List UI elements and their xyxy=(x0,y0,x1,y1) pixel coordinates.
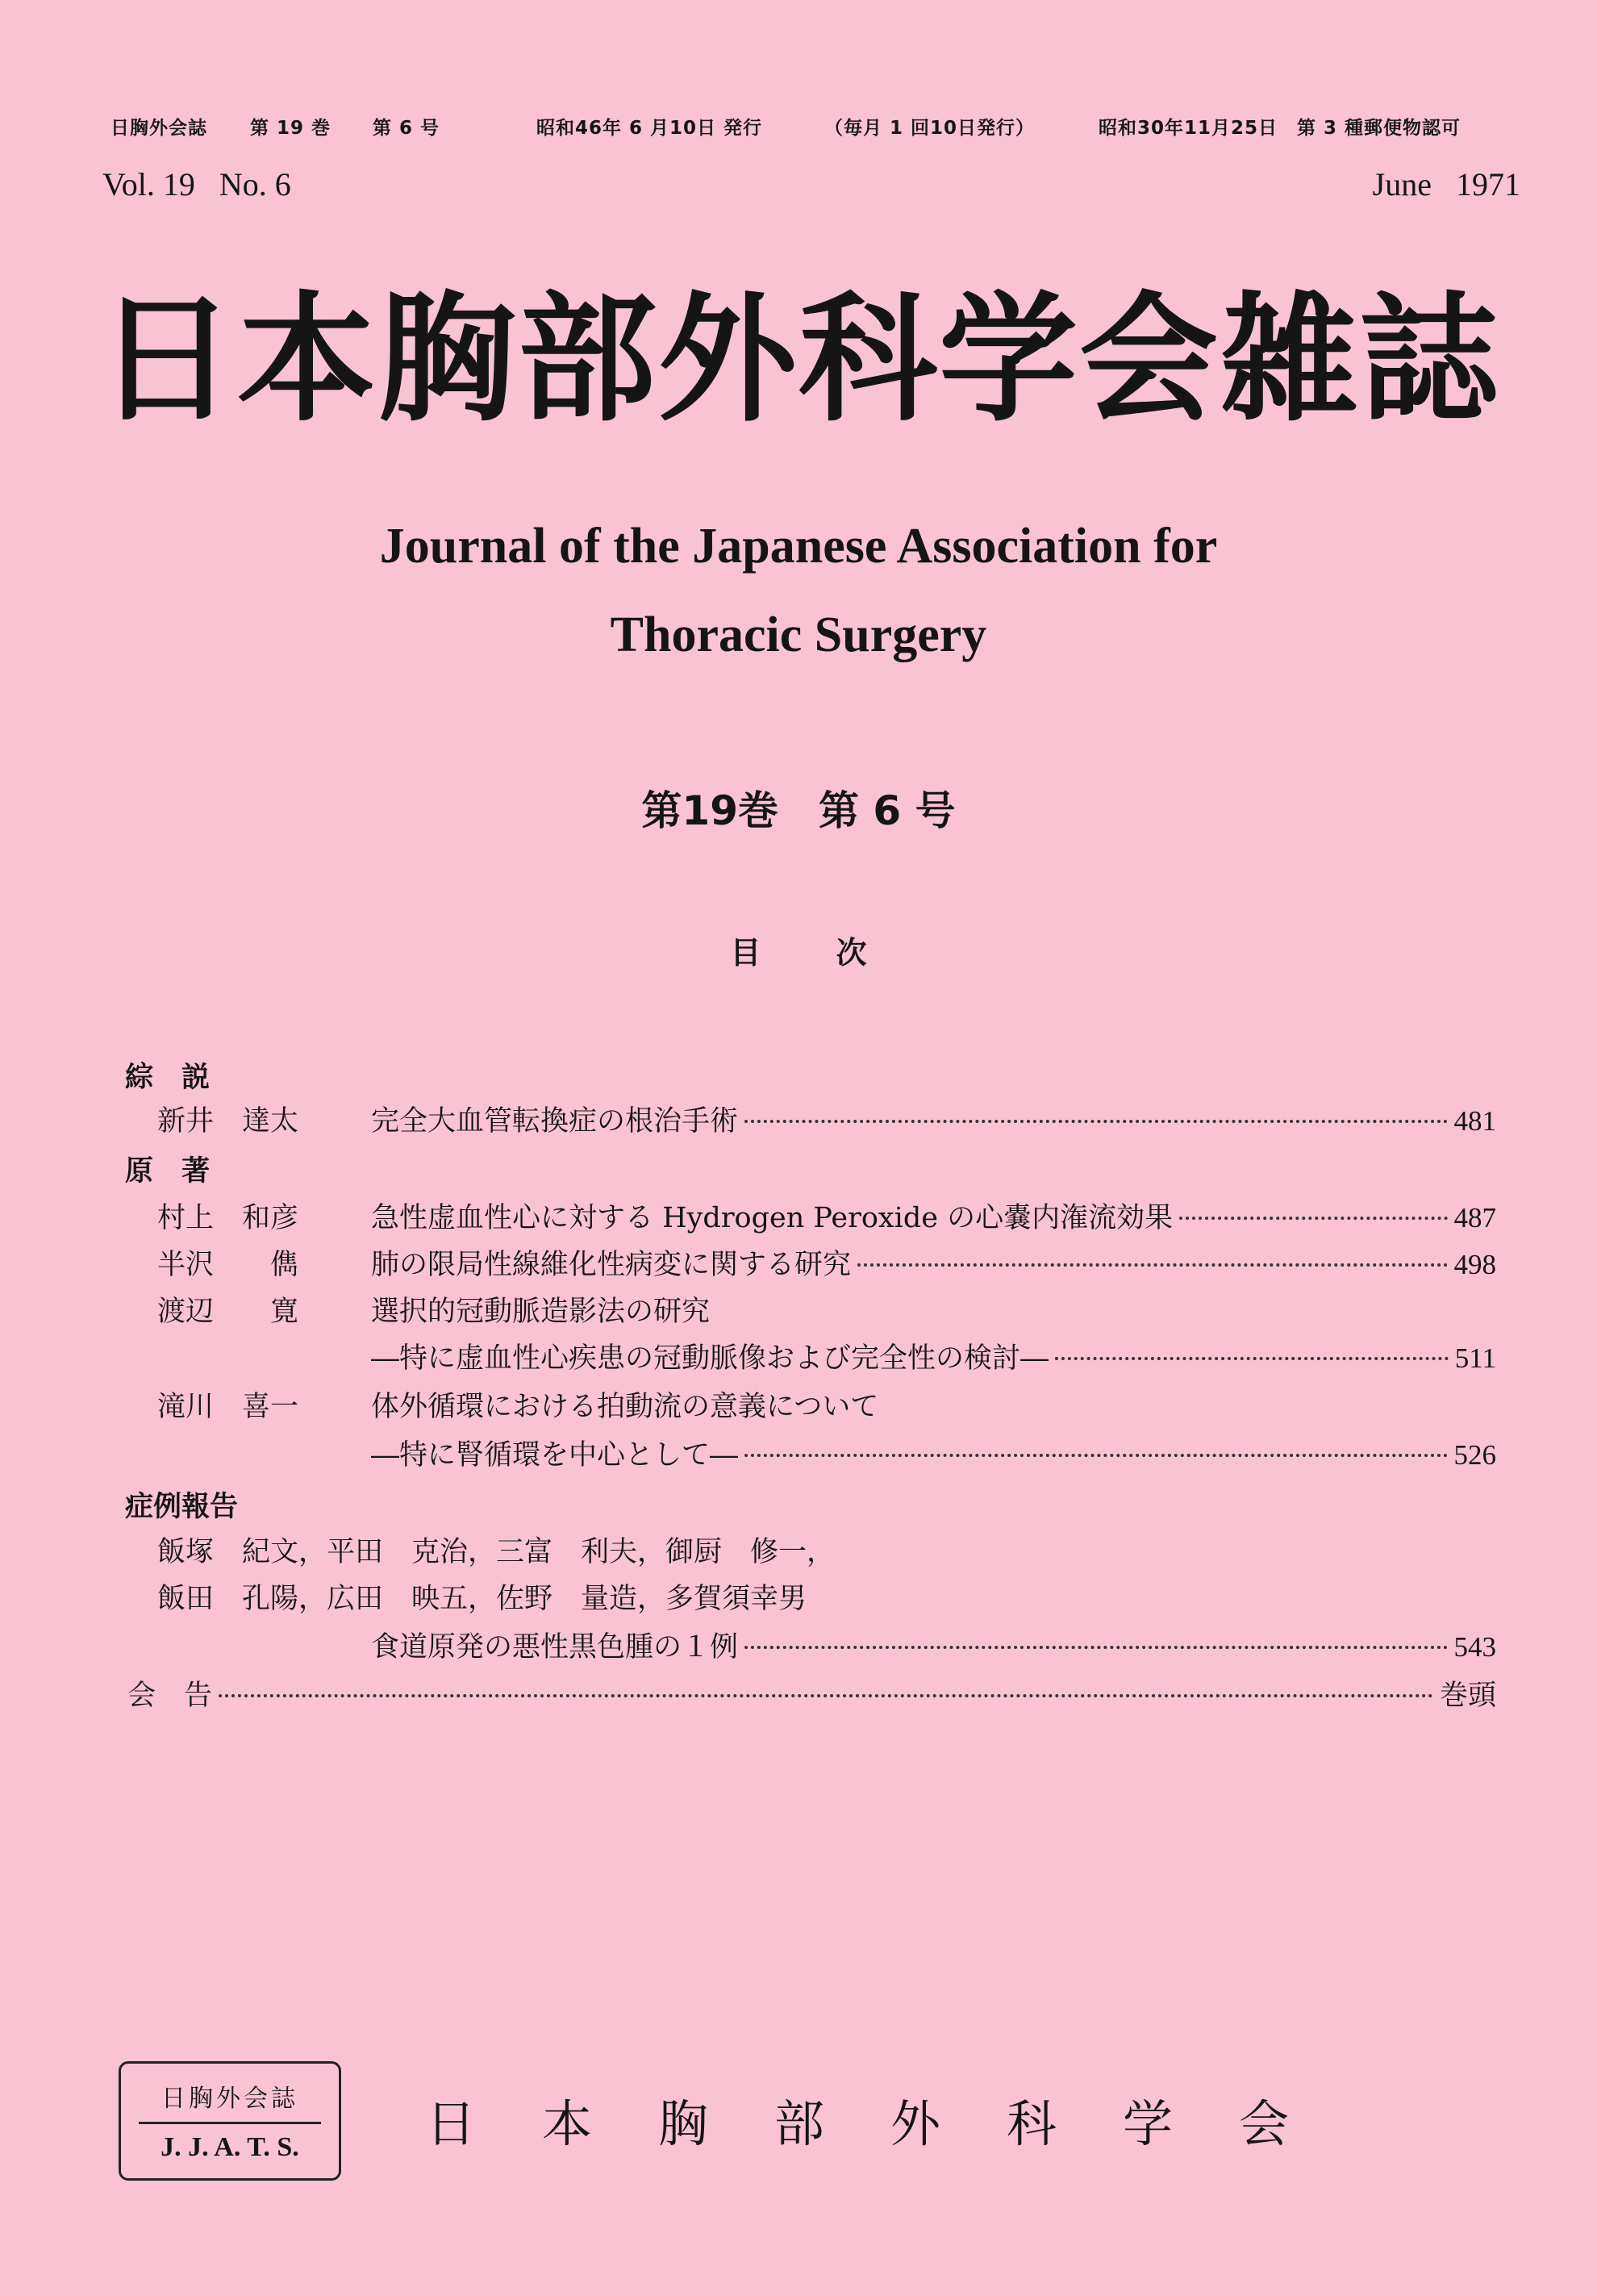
issue-date: June 1971 xyxy=(1372,166,1520,202)
leader-dots xyxy=(857,1263,1447,1267)
entry-author: 村上 和彦 xyxy=(157,1202,299,1234)
entry-title: 完全大血管転換症の根治手術 xyxy=(371,1105,739,1138)
issue-label: 第19巻 第 6 号 xyxy=(641,787,956,834)
contents-heading: 目 次 xyxy=(730,935,867,971)
section-notice: 会 告 xyxy=(127,1680,213,1712)
toc-entry[interactable] xyxy=(157,1625,1496,1662)
postal-permit: 昭和30年11月25日 第 3 種郵便物認可 xyxy=(1099,118,1461,139)
section-case-report: 症例報告 xyxy=(125,1491,239,1523)
toc-entry[interactable] xyxy=(157,1196,1496,1233)
entry-title: 急性虚血性心に対する Hydrogen Peroxide の心嚢内潅流効果 xyxy=(371,1202,1174,1234)
entry-author: 半沢 儁 xyxy=(157,1249,299,1281)
publish-date: 昭和46年 6 月10日 発行 xyxy=(536,118,763,139)
entry-page: 543 xyxy=(1453,1631,1496,1663)
toc-entry-continuation[interactable] xyxy=(157,1336,1496,1373)
entry-page: 巻頭 xyxy=(1439,1680,1496,1712)
title-japanese: 日本胸部外科学会雑誌 xyxy=(97,278,1500,440)
case-authors-line1: 飯塚 紀文，平田 克治，三富 利夫，御厨 修一， xyxy=(157,1536,836,1568)
entry-subtitle: ―特に虚血性心疾患の冠動脈像および完全性の検討― xyxy=(371,1342,1049,1375)
leader-dots xyxy=(1055,1357,1449,1360)
entry-page: 487 xyxy=(1453,1202,1496,1234)
volume-jp: 第 19 巻 xyxy=(250,118,331,139)
section-original: 原 著 xyxy=(125,1155,211,1188)
journal-stamp xyxy=(119,2061,341,2181)
toc-entry-continuation[interactable] xyxy=(157,1433,1496,1470)
entry-title: 肺の限局性線維化性病変に関する研究 xyxy=(371,1249,852,1281)
stamp-divider xyxy=(139,2122,321,2124)
entry-page: 481 xyxy=(1453,1105,1496,1137)
toc-entry[interactable] xyxy=(157,1099,1496,1136)
title-english-line1: Journal of the Japanese Association for xyxy=(379,519,1218,574)
toc-entry[interactable] xyxy=(157,1242,1496,1279)
leader-dots xyxy=(1179,1217,1447,1220)
entry-author: 新井 達太 xyxy=(157,1105,299,1138)
society-name: 日本胸部外科学会 xyxy=(426,2094,1356,2153)
leader-dots xyxy=(744,1646,1447,1649)
journal-abbrev: 日胸外会誌 xyxy=(110,118,207,139)
entry-page: 526 xyxy=(1453,1439,1496,1471)
volume-number: Vol. 19 No. 6 xyxy=(102,166,291,202)
entry-subtitle: ―特に腎循環を中心として― xyxy=(371,1439,739,1472)
leader-dots xyxy=(744,1454,1447,1457)
entry-title: 選択的冠動脈造影法の研究 xyxy=(371,1296,711,1328)
case-authors-line2: 飯田 孔陽，広田 映五，佐野 量造，多賀須幸男 xyxy=(157,1583,807,1615)
entry-author: 滝川 喜一 xyxy=(157,1391,299,1423)
toc-entry[interactable] xyxy=(157,1289,1496,1326)
entry-author: 渡辺 寛 xyxy=(157,1296,299,1328)
stamp-abbrev-jp: 日胸外会誌 xyxy=(161,2085,298,2113)
entry-title: 食道原発の悪性黒色腫の１例 xyxy=(371,1631,739,1664)
leader-dots xyxy=(744,1120,1447,1123)
stamp-abbrev-en: J. J. A. T. S. xyxy=(161,2132,299,2162)
section-review: 綜 説 xyxy=(125,1062,211,1094)
publish-frequency: （毎月 1 回10日発行） xyxy=(824,118,1036,139)
entry-page: 511 xyxy=(1454,1342,1496,1374)
toc-entry-notice[interactable] xyxy=(127,1673,1496,1710)
entry-title: 体外循環における拍動流の意義について xyxy=(371,1391,879,1423)
number-jp: 第 6 号 xyxy=(373,118,440,139)
toc-entry[interactable] xyxy=(157,1384,1496,1421)
title-english-line2: Thoracic Surgery xyxy=(610,607,987,662)
leader-dots xyxy=(219,1694,1433,1697)
entry-page: 498 xyxy=(1453,1249,1496,1280)
